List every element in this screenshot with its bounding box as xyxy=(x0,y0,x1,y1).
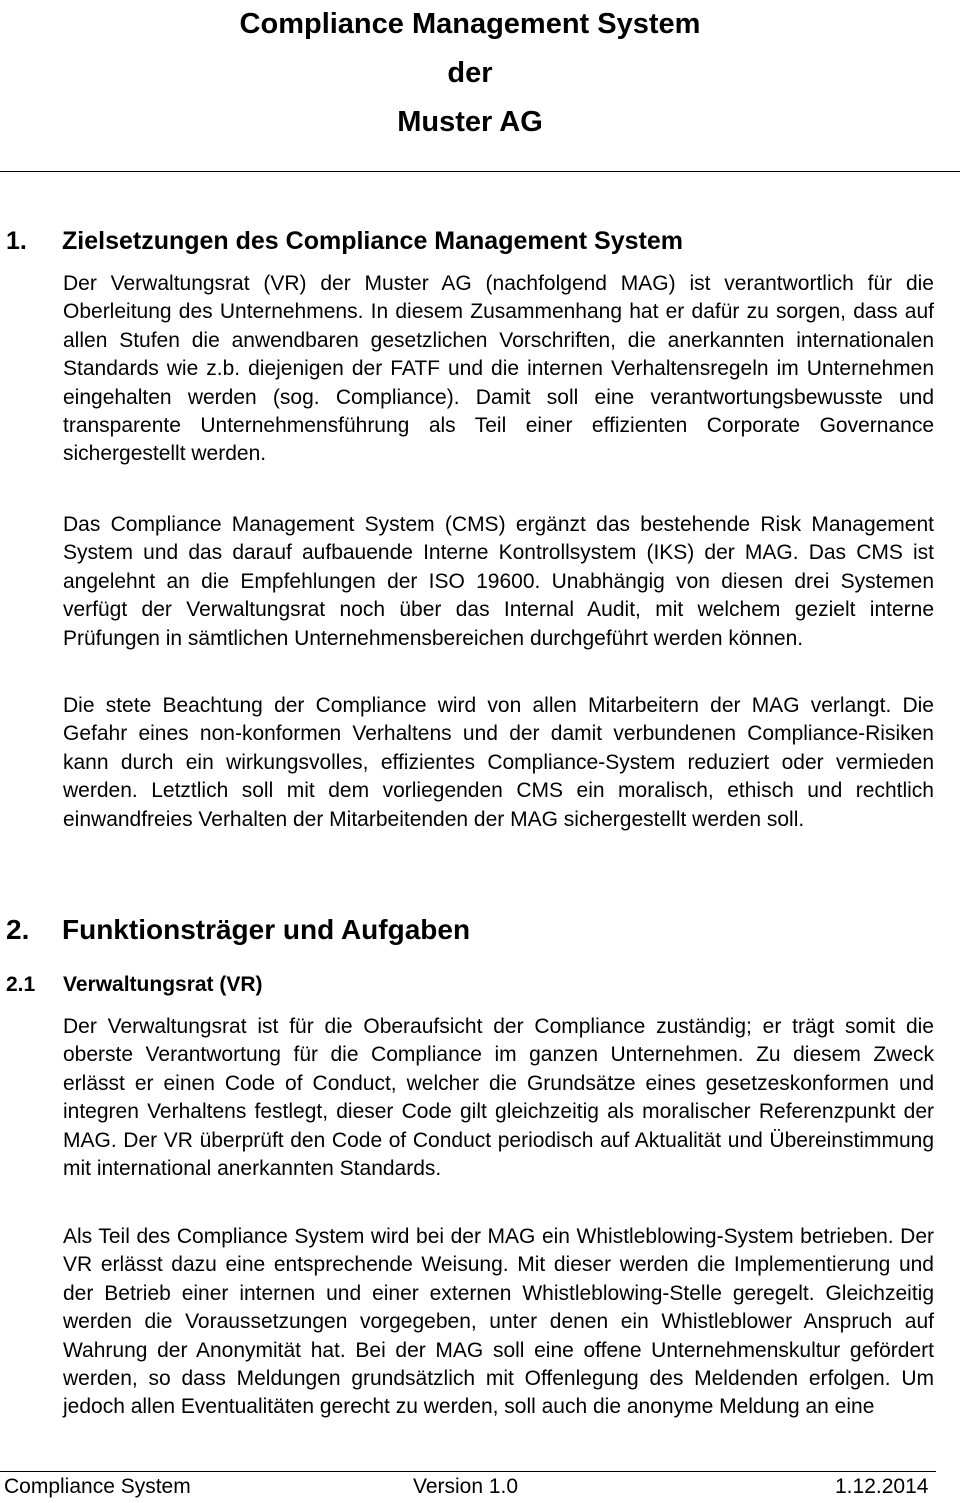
section-1-paragraph-1: Der Verwaltungsrat (VR) der Muster AG (nachfolgend MAG) ist verantwortlich für die Oberleitung des Unternehmens. In diesem Zusammenhang hat er dafür zu sorgen, dass auf allen Stufen die anwendbaren gesetzlichen Vorschriften, die anerkannten internationalen Standards wie z.b. diejenigen der FATF und die internen Verhaltensregeln im Unternehmen eingehalten werden (sog. Compliance). Damit soll eine verantwortungsbewusste und transparente Unternehmensführung als Teil einer effizienten Corporate Governance sichergestellt werden. xyxy=(63,272,934,466)
title-line-3: Muster AG xyxy=(397,106,543,138)
section-2-1-heading xyxy=(6,973,263,997)
title-line-2: der xyxy=(447,57,493,89)
section-1-number: 1. xyxy=(6,227,27,255)
section-1-title: Zielsetzungen des Compliance Management System xyxy=(62,227,683,255)
footer-document-name: Compliance System xyxy=(4,1475,191,1498)
section-2-title: Funktionsträger und Aufgaben xyxy=(62,914,471,945)
section-2-number: 2. xyxy=(6,914,30,945)
section-2-1-number: 2.1 xyxy=(6,973,36,996)
section-2-1-title: Verwaltungsrat (VR) xyxy=(63,973,263,996)
title-divider xyxy=(0,171,960,172)
footer-date: 1.12.2014 xyxy=(835,1475,929,1498)
document-title xyxy=(0,0,940,147)
section-1-heading xyxy=(6,227,683,256)
title-line-1: Compliance Management System xyxy=(239,8,701,40)
footer-divider xyxy=(0,1471,936,1472)
footer-version: Version 1.0 xyxy=(413,1475,519,1498)
section-2-heading xyxy=(6,914,470,946)
section-1-paragraph-3: Die stete Beachtung der Compliance wird von allen Mitarbeitern der MAG verlangt. Die Gefahr eines non-konformen Verhaltens und der damit verbundenen Compliance-Risiken kann durch ein wirkungsvolles, effizientes Compliance-System reduziert oder vermieden werden. Letztlich soll mit dem vorliegenden CMS ein moralisch, ethisch und rechtlich einwandfreies Verhalten der Mitarbeitenden der MAG sichergestellt werden soll. xyxy=(63,694,934,831)
section-1-paragraph-2: Das Compliance Management System (CMS) ergänzt das bestehende Risk Management System und das darauf aufbauende Interne Kontrollsystem (IKS) der MAG. Das CMS ist angelehnt an die Empfehlungen der ISO 19600. Unabhängig von diesen drei Systemen verfügt der Verwaltungsrat noch über das Internal Audit, mit welchem gezielt interne Prüfungen in sämtlichen Unternehmensbereichen durchgeführt werden können. xyxy=(63,513,934,650)
section-2-1-paragraph-1: Der Verwaltungsrat ist für die Oberaufsicht der Compliance zuständig; er trägt somit die oberste Verantwortung für die Compliance im ganzen Unternehmen. Zu diesem Zweck erlässt er einen Code of Conduct, welcher die Grundsätze eines gesetzeskonformen und integren Verhaltens festlegt, dieser Code gilt gleichzeitig als moralischer Referenzpunkt der MAG. Der VR überprüft den Code of Conduct periodisch auf Aktualität und Übereinstimmung mit international anerkannten Standards. xyxy=(63,1015,934,1181)
section-2-1-paragraph-2: Als Teil des Compliance System wird bei der MAG ein Whistleblowing-System betrieben. Der VR erlässt dazu eine entsprechende Weisung. Mit dieser werden die Implementierung und der Betrieb einer internen und einer externen Whistleblowing-Stelle geregelt. Gleichzeitig werden die Voraussetzungen vorgegeben, unter denen ein Whistleblower Anspruch auf Wahrung der Anonymität hat. Bei der MAG soll eine offene Unternehmenskultur gefördert werden, so dass Meldungen grundsätzlich mit Offenlegung des Meldenden erfolgen. Um jedoch allen Eventualitäten gerecht zu werden, soll auch die anonyme Meldung an eine xyxy=(63,1225,934,1419)
